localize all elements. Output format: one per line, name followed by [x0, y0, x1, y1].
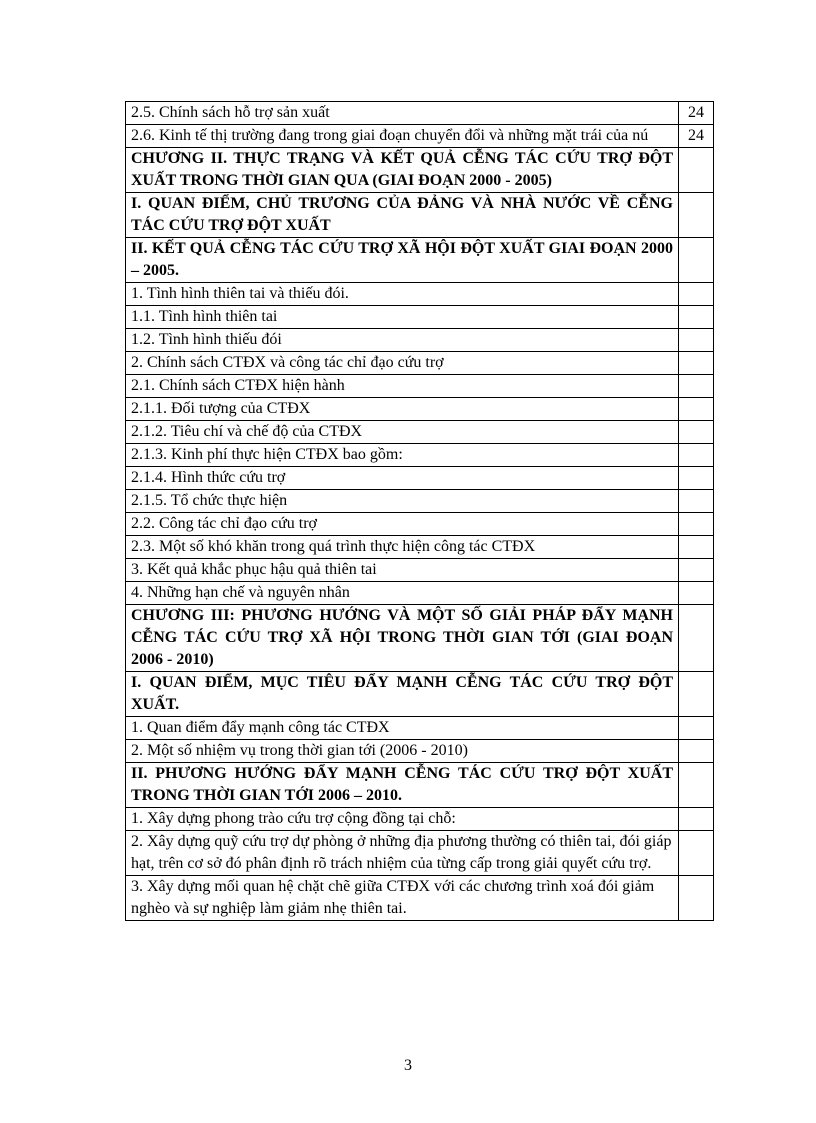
table-of-contents [125, 101, 714, 921]
toc-row [126, 717, 714, 740]
toc-entry-title: 2.1.4. Hình thức cứu trợ [126, 467, 679, 490]
toc-entry-page [679, 831, 714, 876]
toc-entry-title: 2.1.2. Tiêu chí và chế độ của CTĐX [126, 421, 679, 444]
toc-row [126, 740, 714, 763]
toc-entry-title: 2. Chính sách CTĐX và công tác chỉ đạo cứu trợ [126, 352, 679, 375]
toc-row [126, 238, 714, 283]
toc-entry-page [679, 876, 714, 921]
toc-entry-title: 2.3. Một số khó khăn trong quá trình thực hiện công tác CTĐX [126, 536, 679, 559]
toc-entry-page [679, 421, 714, 444]
toc-entry-page [679, 763, 714, 808]
toc-row [126, 513, 714, 536]
toc-entry-page [679, 513, 714, 536]
toc-row [126, 605, 714, 672]
toc-row [126, 352, 714, 375]
toc-row [126, 193, 714, 238]
toc-entry-page [679, 444, 714, 467]
toc-entry-title: 4. Những hạn chế và nguyên nhân [126, 582, 679, 605]
toc-entry-page [679, 808, 714, 831]
toc-entry-title: 2.6. Kinh tế thị trường đang trong giai đoạn chuyển đổi và những mặt trái của nú [126, 125, 679, 148]
toc-row [126, 763, 714, 808]
toc-row [126, 283, 714, 306]
toc-row [126, 421, 714, 444]
toc-row [126, 148, 714, 193]
toc-row [126, 125, 714, 148]
toc-entry-page [679, 536, 714, 559]
toc-row [126, 490, 714, 513]
toc-entry-page [679, 672, 714, 717]
toc-row [126, 672, 714, 717]
toc-row [126, 375, 714, 398]
toc-entry-title: 1. Xây dựng phong trào cứu trợ cộng đồng tại chỗ: [126, 808, 679, 831]
toc-entry-title: 3. Kết quả khắc phục hậu quả thiên tai [126, 559, 679, 582]
toc-entry-title: 2. Xây dựng quỹ cứu trợ dự phòng ở những địa phương thường có thiên tai, đói giáp hạt, trên cơ sở đó phân định rõ trách nhiệm của từng cấp trong giải quyết cứu trợ. [126, 831, 679, 876]
toc-entry-title: 1. Quan điểm đẩy mạnh công tác CTĐX [126, 717, 679, 740]
toc-entry-page [679, 559, 714, 582]
toc-entry-page [679, 582, 714, 605]
toc-row [126, 329, 714, 352]
toc-row [126, 808, 714, 831]
toc-entry-page [679, 238, 714, 283]
toc-row [126, 444, 714, 467]
toc-entry-title: I. QUAN ĐIỂM, MỤC TIÊU ĐẨY MẠNH CỄNG TÁC CỨU TRỢ ĐỘT XUẤT. [126, 672, 679, 717]
toc-entry-title: 2.1.1. Đối tượng của CTĐX [126, 398, 679, 421]
toc-entry-title: 2.2. Công tác chỉ đạo cứu trợ [126, 513, 679, 536]
toc-entry-title: II. PHƯƠNG HƯỚNG ĐẨY MẠNH CỄNG TÁC CỨU TRỢ ĐỘT XUẤT TRONG THỜI GIAN TỚI 2006 – 2010. [126, 763, 679, 808]
toc-row [126, 467, 714, 490]
page-number: 3 [404, 1057, 412, 1074]
toc-row [126, 876, 714, 921]
toc-entry-title: 3. Xây dựng mối quan hệ chặt chẽ giữa CTĐX với các chương trình xoá đói giảm nghèo và sự nghiệp làm giảm nhẹ thiên tai. [126, 876, 679, 921]
toc-entry-page [679, 740, 714, 763]
toc-entry-page [679, 193, 714, 238]
toc-entry-page [679, 148, 714, 193]
toc-entry-title: 1.1. Tình hình thiên tai [126, 306, 679, 329]
toc-entry-title: 1. Tình hình thiên tai và thiếu đói. [126, 283, 679, 306]
toc-entry-page [679, 329, 714, 352]
toc-entry-page [679, 605, 714, 672]
toc-entry-title: CHƯƠNG II. THỰC TRẠNG VÀ KẾT QUẢ CỄNG TÁC CỨU TRỢ ĐỘT XUẤT TRONG THỜI GIAN QUA (GIAI ĐOẠN 2000 - 2005) [126, 148, 679, 193]
toc-entry-page [679, 467, 714, 490]
toc-entry-page [679, 490, 714, 513]
toc-entry-title: CHƯƠNG III: PHƯƠNG HƯỚNG VÀ MỘT SỐ GIẢI PHÁP ĐẨY MẠNH CỄNG TÁC CỨU TRỢ XÃ HỘI TRONG THỜI GIAN TỚI (GIAI ĐOẠN 2006 - 2010) [126, 605, 679, 672]
toc-entry-page [679, 306, 714, 329]
toc-row [126, 831, 714, 876]
toc-entry-page [679, 352, 714, 375]
toc-entry-page [679, 717, 714, 740]
toc-entry-page: 24 [679, 125, 714, 148]
toc-entry-title: 2.1.5. Tổ chức thực hiện [126, 490, 679, 513]
toc-entry-page: 24 [679, 102, 714, 125]
toc-entry-title: II. KẾT QUẢ CỄNG TÁC CỨU TRỢ XÃ HỘI ĐỘT XUẤT GIAI ĐOẠN 2000 – 2005. [126, 238, 679, 283]
toc-entry-title: 2.1.3. Kinh phí thực hiện CTĐX bao gồm: [126, 444, 679, 467]
toc-entry-title: I. QUAN ĐIỂM, CHỦ TRƯƠNG CỦA ĐẢNG VÀ NHÀ NƯỚC VỀ CỄNG TÁC CỨU TRỢ ĐỘT XUẤT [126, 193, 679, 238]
toc-row [126, 536, 714, 559]
toc-entry-title: 2.5. Chính sách hỗ trợ sản xuất [126, 102, 679, 125]
toc-entry-page [679, 375, 714, 398]
toc-row [126, 102, 714, 125]
toc-entry-page [679, 398, 714, 421]
toc-entry-page [679, 283, 714, 306]
toc-entry-title: 1.2. Tình hình thiếu đói [126, 329, 679, 352]
toc-entry-title: 2. Một số nhiệm vụ trong thời gian tới (2006 - 2010) [126, 740, 679, 763]
toc-row [126, 582, 714, 605]
toc-row [126, 306, 714, 329]
toc-row [126, 398, 714, 421]
toc-row [126, 559, 714, 582]
toc-entry-title: 2.1. Chính sách CTĐX hiện hành [126, 375, 679, 398]
